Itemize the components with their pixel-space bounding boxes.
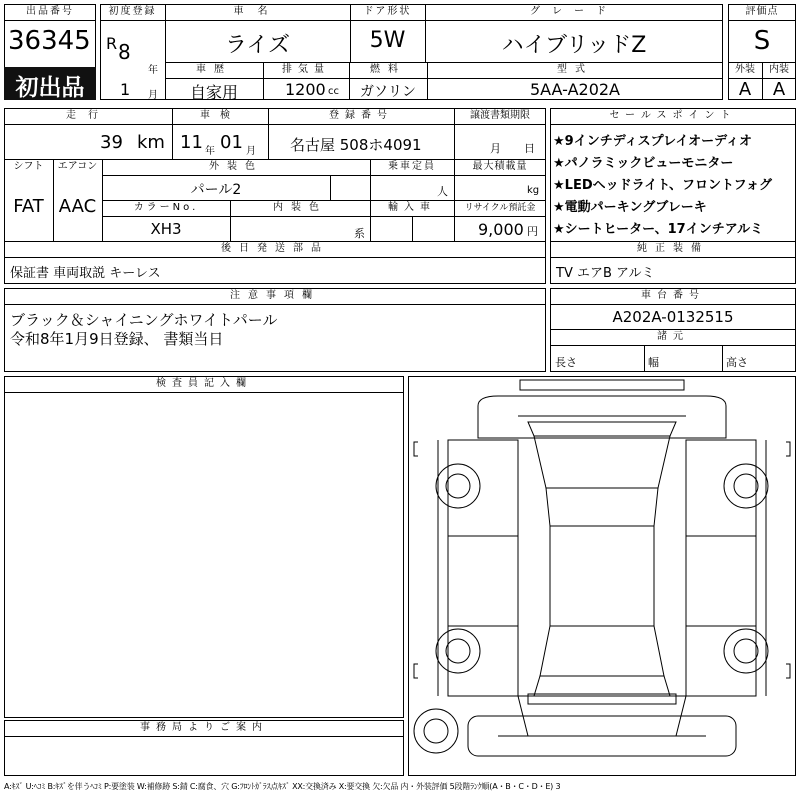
lot-number: 36345 [8,26,91,56]
note-line: ブラック＆シャイニングホワイトパール [10,311,278,329]
color-no: XH3 [150,220,182,238]
sales-point: ★9インチディスプレイオーディオ [553,134,753,149]
interior-label: 内装 [769,64,789,75]
history: 自家用 [189,83,238,102]
fuel-label: 燃料 [370,64,406,75]
year-unit: 年 [148,65,158,76]
car-name-label: 車名 [233,6,282,17]
plate-label: 登録番号 [329,110,393,121]
sales-point: ★シートヒーター、17インチアルミ [553,222,764,237]
ac: AAC [58,196,97,217]
transfer-month-unit: 月 [490,142,501,155]
legend: A:ｷｽﾞ U:ﾍｺﾐ B:ｷｽﾞを伴うﾍｺﾐ P:要塗装 W:補修跡 S:錆 C:腐食、穴 G:ﾌﾛﾝﾄｶﾞﾗｽ点ｷｽﾞ XX:交換済み X:要交換 欠:欠品 内・外装評価 5段階ﾗﾝｸ順(A・B・C・D・E) 3 [4,782,561,791]
car-diagram [408,376,796,776]
grade: ハイブリッドZ [501,33,647,58]
score: S [753,26,771,56]
recycle-label: リサイクル預託金 [464,203,536,213]
model-code: 5AA-A202A [529,80,620,99]
reg-year: 8 [118,40,131,64]
int-color-label: 内装色 [273,202,327,213]
capacity-label: 乗車定員 [388,161,436,172]
recycle-amount: 9,000 [478,220,524,239]
era-letter: R [106,34,118,53]
width-label: 幅 [648,356,659,369]
first-listing-text: 初出品 [15,75,85,101]
recycle-unit: 円 [527,225,538,238]
sales-point: ★LEDヘッドライト、フロントフォグ [553,178,773,193]
transfer-day-unit: 日 [524,142,535,155]
exterior-label: 外装 [735,64,755,75]
plate: 名古屋 508ホ4091 [290,136,422,154]
equipment: TV エアB アルミ [556,266,655,281]
reg-month: 1 [120,80,131,99]
sales-point: ★パノラミックビューモニター [553,156,734,171]
door-type: 5W [369,28,406,53]
displacement: 1200 [285,80,326,99]
inspector-label: 検査員記入欄 [156,378,252,389]
interior-grade: A [772,79,786,100]
later-parts: 保証書 車両取説 キーレス [10,266,161,281]
grade-label: グレード [530,6,618,17]
color-no-label: カラーNo. [133,202,199,213]
inspection-month: 01 [220,132,243,153]
inspection-month-unit: 月 [246,146,256,157]
fuel: ガソリン [360,84,416,100]
note-line: 令和8年1月9日登録、 書類当日 [10,330,224,348]
equipment-label: 純正装備 [637,243,709,254]
transfer-label: 譲渡書類期限 [470,110,530,121]
load-unit: kg [527,185,540,196]
shift: FAT [13,196,44,217]
score-label: 評価点 [745,6,779,17]
first-reg-label: 初度登録 [108,6,157,17]
shift-label: シフト [13,161,44,172]
door-label: ドア形状 [363,6,412,17]
car-name: ライズ [224,33,291,58]
mileage-unit: km [137,132,165,153]
mileage: 39 [100,132,123,153]
history-label: 車歴 [196,64,232,75]
model-label: 型式 [557,64,593,75]
displacement-unit: cc [328,86,339,97]
length-label: 長さ [555,356,577,369]
inspection-year: 11 [180,132,203,153]
lot-number-label: 出品番号 [26,6,74,17]
ext-color-label: 外装色 [209,161,263,172]
load-label: 最大積載量 [472,161,528,172]
import-label: 輸入車 [388,202,436,213]
ext-color: パール2 [190,182,242,198]
chassis-label: 車台番号 [641,290,705,301]
ac-label: エアコン [57,161,98,172]
int-color-unit: 系 [354,227,365,240]
inspection-label: 車検 [200,110,240,121]
capacity-unit: 人 [437,185,448,198]
dims-label: 諸元 [657,331,689,342]
sales-point: ★電動パーキングブレーキ [553,200,707,215]
exterior-grade: A [738,79,752,100]
inspection-year-unit: 年 [205,146,215,157]
office-label: 事務局よりご案内 [140,722,268,733]
height-label: 高さ [726,356,748,369]
chassis-number: A202A-0132515 [612,308,734,326]
later-parts-label: 後日発送部品 [221,243,329,254]
mileage-label: 走行 [66,110,110,121]
inspector-box [4,376,404,718]
displacement-label: 排気量 [282,64,330,75]
notes-label: 注意事項欄 [230,290,320,301]
month-unit: 月 [148,90,158,101]
sales-points-label: セールスポイント [609,110,737,121]
